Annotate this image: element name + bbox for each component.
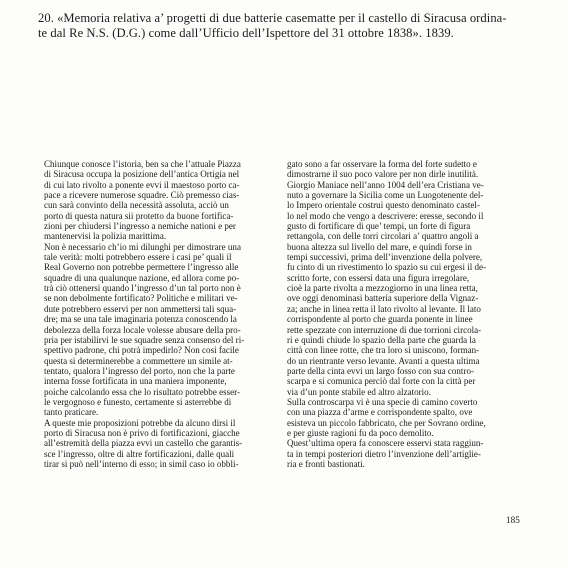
text-line: zioni per chiudersi l’ingresso a nemiche nationi e per (44, 221, 236, 232)
text-line: ta in tempi posteriori dietro l’invenzione dell’artiglie- (287, 448, 481, 459)
text-line: gusto di fortificare di que’ tempi, un forte di figura (287, 221, 471, 232)
text-line: con una piazza d’arme e corrispondente spalto, ove (287, 407, 473, 418)
text-line: le vergognoso e funesto, certamente si asterrebbe di (44, 396, 232, 407)
page-number: 185 (506, 515, 520, 525)
text-line: esisteva un piccolo fabbricato, che per Sovrano ordine, (287, 417, 486, 428)
text-line: poiche calcolando essa che lo risultato potrebbe esser- (44, 386, 241, 397)
text-line: debolezza della forza locale volesse abusare della pro- (44, 324, 241, 335)
text-line: squadre di una qualunque nazione, ed allora come po- (44, 272, 240, 283)
text-line: di Siracusa occupa la posizione dell’antica Ortigia nel (44, 169, 240, 180)
text-line: sce l’ingresso, oltre di altre fortificazioni, dalle quali (44, 448, 235, 459)
text-line: dre; ma se una tale imaginaria potenza conoscendo la (44, 314, 237, 325)
left-text-column (44, 159, 282, 469)
text-line: corrispondente al porto che guarda ponente in linee (287, 314, 473, 325)
heading-line-1: 20. «Memoria relativa a’ progetti di due batterie casematte per il castello di Siracusa ordina- (38, 11, 507, 25)
text-line: rettangola, con delle torri circolari a’ quattro angoli a (287, 231, 479, 242)
text-line: di cui lato rivolto a ponente evvi il maestoso porto ca- (44, 179, 240, 190)
text-line: pace a ricevere numerose squadre. Ciò premesso cias- (44, 190, 240, 201)
text-line: gato sono a far osservare la forma del forte sudetto e (287, 159, 477, 169)
text-line: Sulla controscarpa vi è una specie di camino coverto (287, 396, 478, 407)
text-line: cun sarà convinto della necessità assoluta, acciò un (44, 200, 229, 211)
text-line: lo Impero orientale costruì questo denominato castel- (287, 200, 480, 211)
text-line: dute potrebbero esservi per non ammettersi tali squa- (44, 303, 237, 314)
text-line: Non è necessario ch’io mi dilunghi per dimostrare una (44, 241, 241, 252)
text-line: spettivo padrone, chi potrà impedirlo? Non cosi facile (44, 345, 239, 356)
text-line: tanto praticare. (44, 407, 99, 418)
text-line: tirar si può nell’interno di esso; in simil caso io obbli- (44, 458, 239, 469)
text-line: via d’un ponte stabile ed altro alzatorio. (287, 386, 431, 397)
text-line: do un rientrante verso levante. Avanti a questa ultima (287, 355, 480, 366)
text-line: tentato, qualora l’ingresso del porto, non che la parte (44, 365, 235, 376)
text-line: interna fosse fortificata in una maniera imponente, (44, 376, 227, 387)
text-line: Quest’ultima opera fa conoscere esservi stata raggiun- (287, 438, 484, 449)
text-line: e per giuste ragioni fu da poco demolito. (287, 427, 434, 438)
text-line: tale verità: molti potrebbero essere i casi pe’ quali il (44, 252, 232, 263)
text-line: ri e quindi chiude lo spazio della parte che guarda la (287, 334, 476, 345)
document-heading (38, 11, 538, 41)
text-line: za; anche in linea retta il lato rivolto al levante. Il lato (287, 303, 481, 314)
text-line: questa si determinerebbe a commettere un simile at- (44, 355, 233, 366)
text-line: tempi successivi, prima dell’invenzione della polvere, (287, 252, 483, 263)
text-line: A queste mie proposizioni potrebbe da alcuno dirsi il (44, 417, 236, 428)
text-line: buona altezza sul livello del mare, e quindi forse in (287, 241, 472, 252)
right-text-column (287, 159, 527, 469)
text-line: porto di questa natura sii protetto da buone fortifica- (44, 210, 234, 221)
text-line: lo nel modo che vengo a descrivere: eresse, secondo il (287, 210, 484, 221)
text-line: trà ciò ottenersi quando l’ingresso d’un tal porto non è (44, 283, 241, 294)
text-line: rette spezzate con interruzione di due torrioni circola- (287, 324, 482, 335)
text-line: se non debolmente fortificato? Politiche e militari ve- (44, 293, 238, 304)
text-line: fu cinto di un rivestimento lo spazio su cui ergesi il de- (287, 262, 487, 273)
text-line: città con linee rotte, che tra loro si uniscono, forman- (287, 345, 480, 356)
text-line: scritto forte, con essersi data una figura irregolare, (287, 272, 470, 283)
text-line: Real Governo non potrebbe permettere l’ingresso alle (44, 262, 239, 273)
text-line: all’estremità della piazza evvi un castello che garantis- (44, 438, 243, 449)
text-line: parte della cinta evvi un largo fosso con sua contro- (287, 365, 474, 376)
heading-line-2: te dal Re N.S. (D.G.) come dall’Ufficio dell’Ispettore del 31 ottobre 1838». 1839. (38, 26, 454, 40)
text-line: nuto a governare la Sicilia come un Luogotenente del- (287, 190, 484, 201)
text-line: ria e fronti bastionati. (287, 458, 365, 469)
text-line: Chiunque conosce l’istoria, ben sa che l’attuale Piazza (44, 159, 241, 169)
text-line: mantenervisi la polizia marittima. (44, 231, 167, 242)
text-line: dimostrarne il suo poco valore per non dirle inutilità. (287, 169, 479, 180)
text-line: scarpa e si comunica perciò dal forte con la città per (287, 376, 476, 387)
text-line: porto di Siracusa non è privo di fortificazioni, giacche (44, 427, 240, 438)
text-line: cioè la parte rivolta a mezzogiorno in una linea retta, (287, 283, 478, 294)
text-line: ove oggi denominasi batteria superiore della Vignaz- (287, 293, 479, 304)
text-line: pria per istabilirvi le sue squadre senza consenso del ri- (44, 334, 245, 345)
text-line: Giorgio Maniace nell’anno 1004 dell’era Cristiana ve- (287, 179, 484, 190)
